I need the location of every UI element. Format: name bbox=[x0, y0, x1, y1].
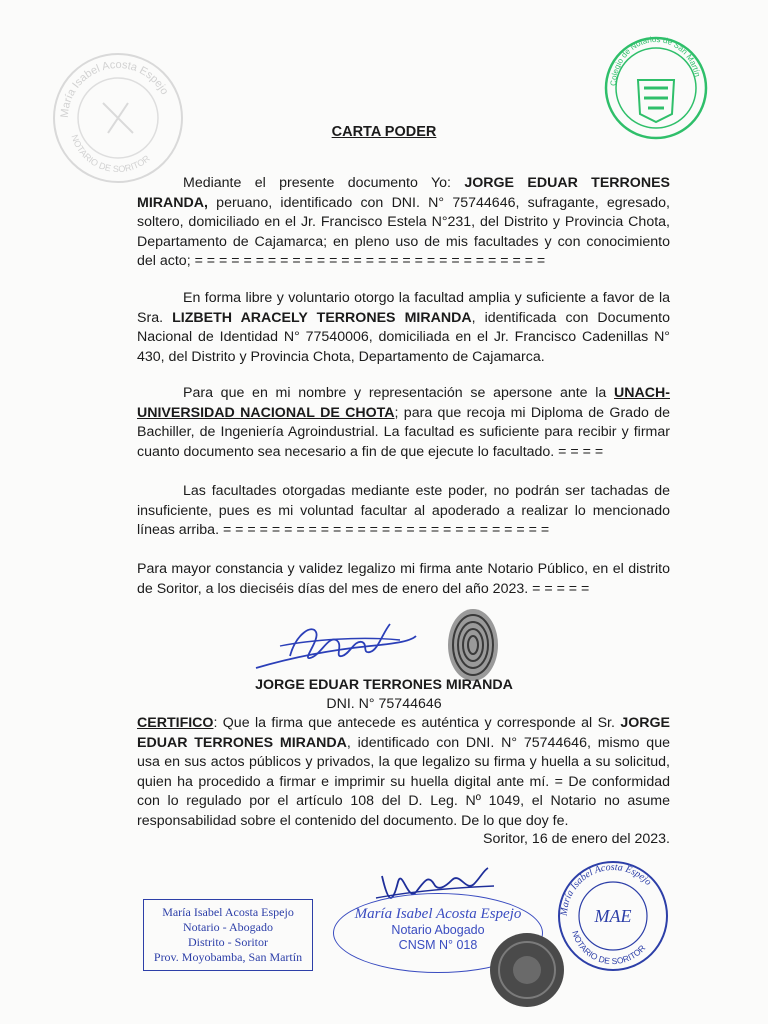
stamp-oval-name: María Isabel Acosta Espejo bbox=[354, 906, 522, 922]
green-seal-ring-text: Colegio de Notarios de San Martín bbox=[608, 34, 703, 87]
paragraph-2: En forma libre y voluntario otorgo la facultad amplia y suficiente a favor de la Sra. LIZBETH ARACELY TERRONES MIRANDA, identificada con Documento Nacional de Identidad N° 77540006, domiciliada en el Jr. Francisco Cadenillas N° 430, del Distrito y Provincia Chota, Departamento de Cajamarca. bbox=[137, 290, 670, 365]
paragraph-4: Las facultades otorgadas mediante este poder, no podrán ser tachadas de insuficiente, pues es mi voluntad facultar al apoderado a realizar lo mencionado líneas arriba. = = = = = = = = = = = = = = = = = = = = = = = = = = = bbox=[137, 483, 670, 539]
grantor-name: JORGE EDUAR TERRONES MIRANDA, bbox=[137, 175, 671, 211]
embossed-seal-ring-text: María Isabel Acosta Espejo bbox=[58, 58, 171, 119]
round-seal-monogram: MAE bbox=[594, 906, 632, 926]
certification-paragraph: CERTIFICO: Que la firma que antecede es auténtica y corresponde al Sr. JORGE EDUAR TERRONES MIRANDA, identificado con DNI. N° 75744646, mismo que usa en sus actos públicos y privados, la que legalizo su firma y huella a su solicitud, quien ha procedido a firmar e imprimir su huella digital ante mí. = De conformidad con lo regulado por el artículo 108 del D. Leg. Nº 1049, el Notario no asume responsabilidad sobre el contenido del documento. De lo que doy fe. bbox=[137, 715, 670, 829]
fingerprint-icon bbox=[446, 606, 500, 684]
certifico-label: CERTIFICO bbox=[137, 715, 214, 731]
paragraph-3: Para que en mi nombre y representación se apersone ante la UNACH-UNIVERSIDAD NACIONAL DE CHOTA; para que recoja mi Diploma de Grado de Bachiller, de Ingeniería Agroindustrial. La facultad es suficiente para recibir y firmar cuanto documento sea necesario a fin de que ejecute lo facultado. = = = = bbox=[137, 385, 670, 460]
round-notary-seal-icon bbox=[555, 858, 671, 974]
stamp-oval-line: CNSM N° 018 bbox=[398, 938, 478, 952]
document-title: CARTA PODER bbox=[331, 124, 437, 140]
university-name: UNACH-UNIVERSIDAD NACIONAL DE CHOTA bbox=[137, 385, 670, 421]
round-seal-ring-text: María Isabel Acosta Espejo bbox=[558, 861, 654, 917]
grantee-name: LIZBETH ARACELY TERRONES MIRANDA bbox=[172, 309, 472, 326]
green-seal-icon bbox=[600, 22, 710, 140]
stamp-oval-line: Notario Abogado bbox=[391, 923, 485, 937]
stamp-box-line: Distrito - Soritor bbox=[188, 935, 268, 949]
paragraph-5: Para mayor constancia y validez legalizo mi firma ante Notario Público, en el distrito de Soritor, a los dieciséis días del mes de enero del año 2023. = = = = = bbox=[137, 561, 670, 597]
grantor-signature-icon bbox=[250, 606, 420, 678]
embossed-seal-bottom-text: NOTARIO DE SORITOR bbox=[69, 133, 152, 175]
stamp-box-line: Prov. Moyobamba, San Martín bbox=[153, 950, 303, 964]
paragraph-1: Mediante el presente documento Yo: JORGE EDUAR TERRONES MIRANDA, peruano, identificado con DNI. N° 75744646, sufragante, egresado, soltero, domiciliado en el Jr. Francisco Estela N°231, del Distrito y Provincia Chota, Departamento de Cajamarca; en pleno uso de mis facultades y con conocimiento del acto; = = = = = = = = = = = = = = = = = = = = = = = = = = = = = bbox=[137, 175, 671, 270]
place-date: Soritor, 16 de enero del 2023. bbox=[483, 831, 670, 847]
notary-box-stamp bbox=[143, 899, 313, 971]
signer-dni: DNI. N° 75744646 bbox=[326, 696, 442, 712]
signer-name: JORGE EDUAR TERRONES MIRANDA bbox=[255, 677, 513, 693]
stamp-box-line: Notario - Abogado bbox=[183, 920, 273, 934]
embossed-seal-icon bbox=[48, 48, 188, 188]
stamp-box-line: María Isabel Acosta Espejo bbox=[162, 905, 294, 919]
round-seal-bottom-text: NOTARIO DE SORITOR bbox=[570, 929, 648, 967]
